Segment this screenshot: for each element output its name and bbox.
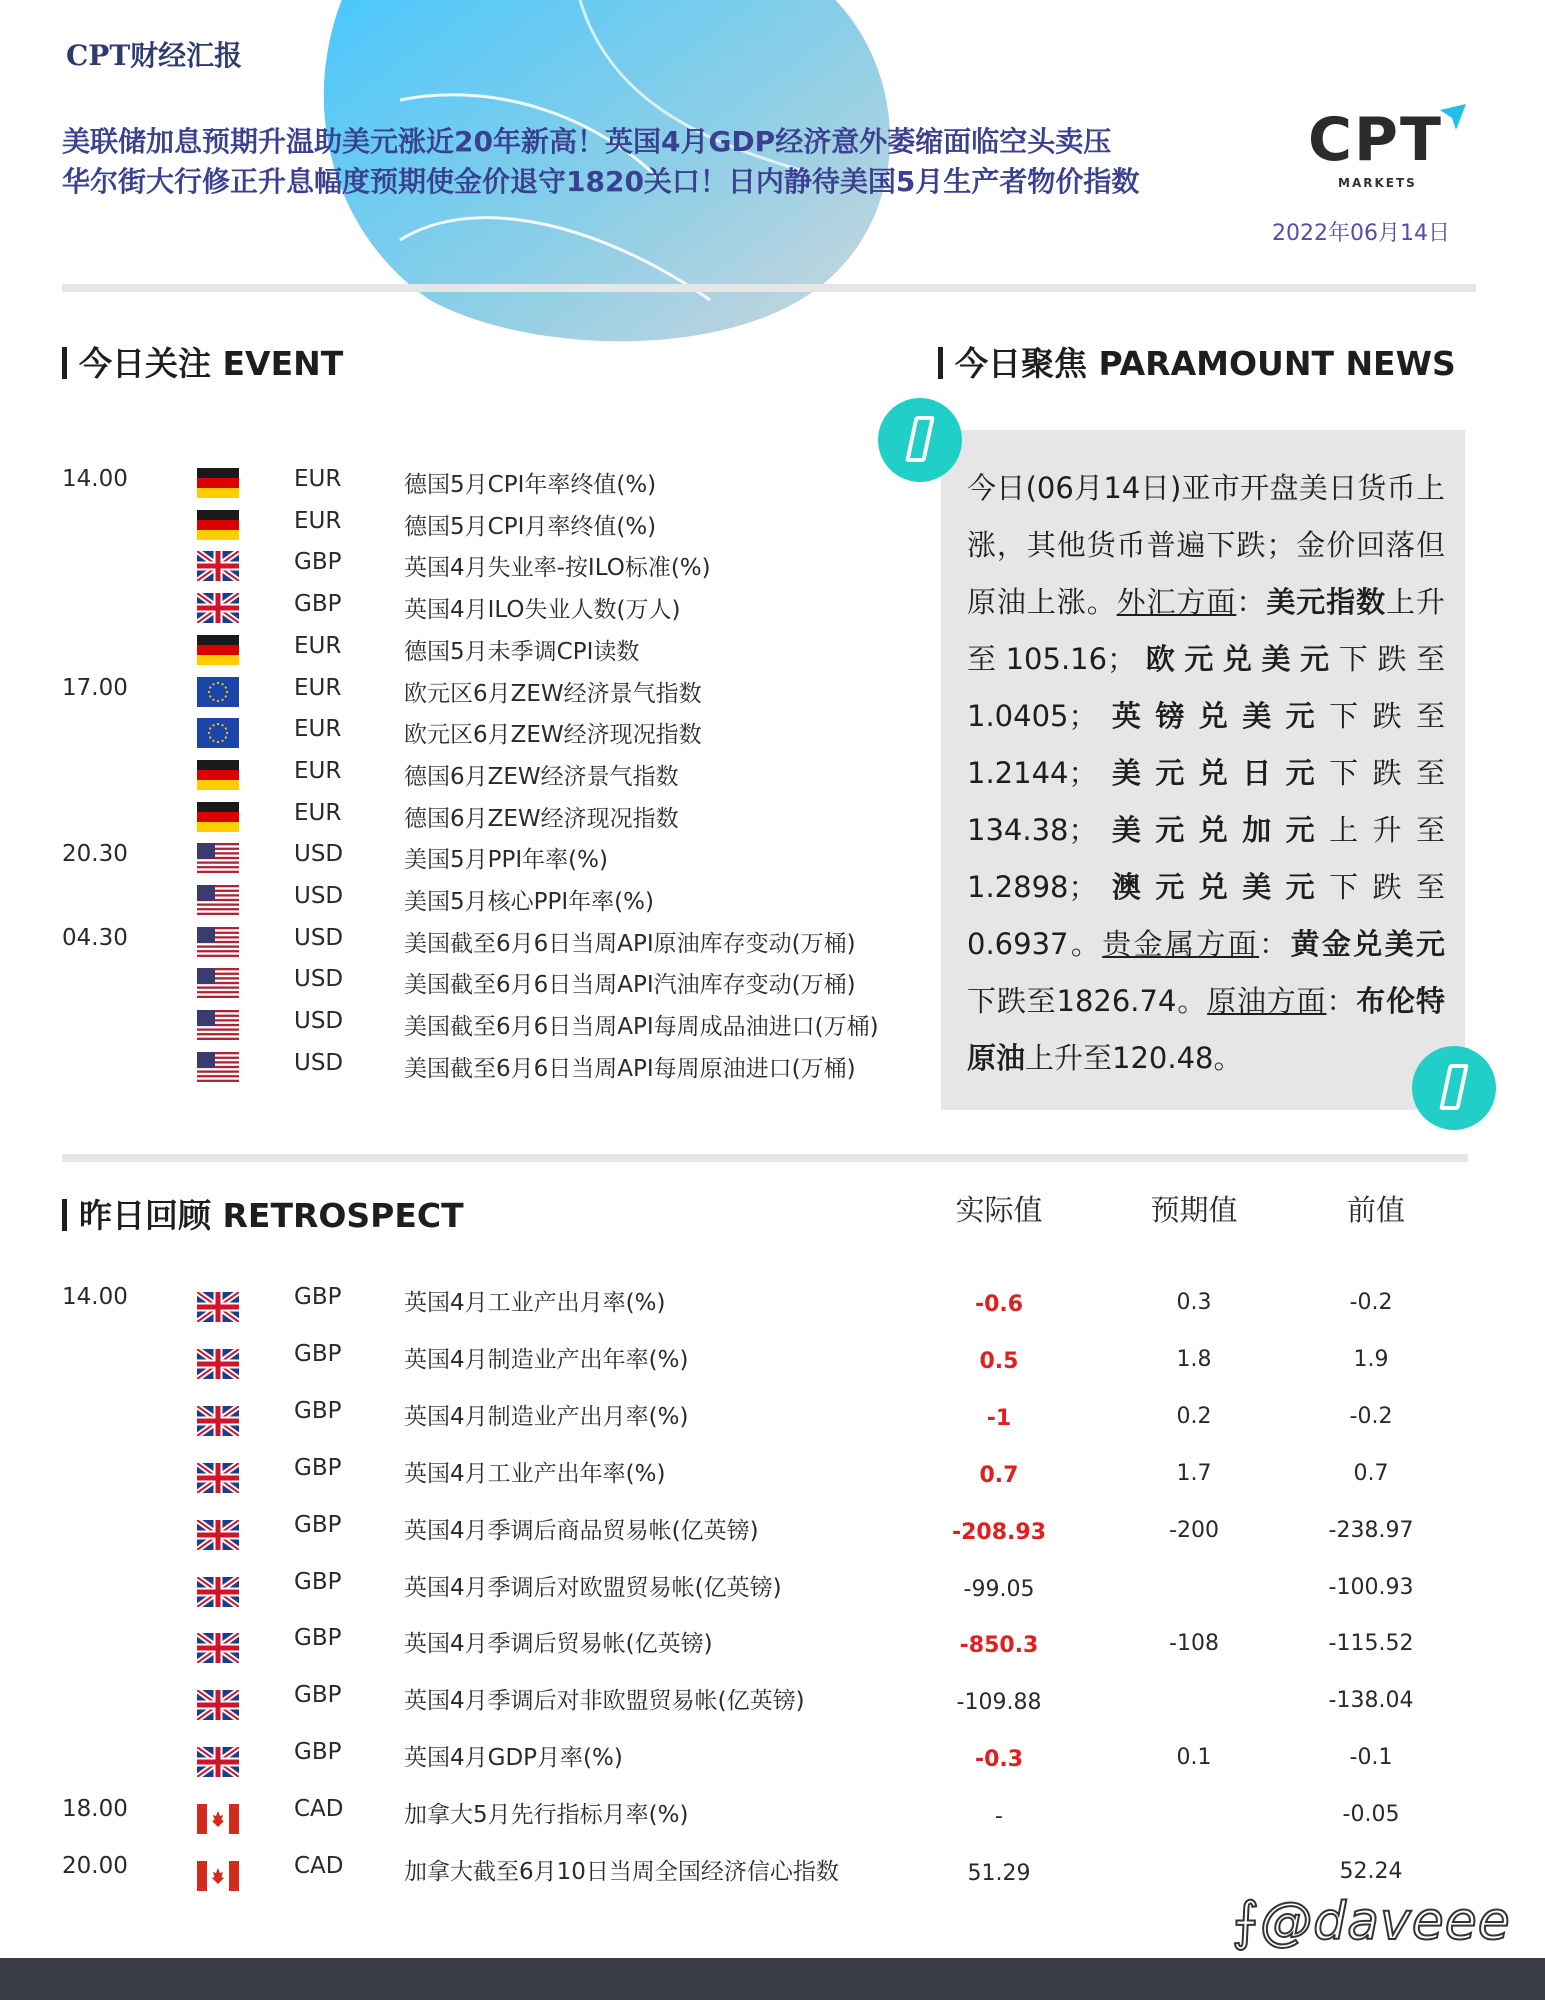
previous-value: -0.05 [1342,1802,1400,1828]
event-row [0,883,920,923]
retro-title-text: 昨日回顾 RETROSPECT [79,1196,464,1235]
news-section-title [938,338,1456,385]
retro-currency: GBP [294,1682,342,1709]
event-row [0,800,920,840]
logo-sub: MARKETS [1338,176,1417,190]
actual-value: 0.7 [979,1462,1019,1488]
news-instrument: 美元兑加元 [1097,813,1330,847]
event-row [0,758,920,798]
watermark: ⨍@daveee [1232,1892,1511,1952]
retro-row [0,1340,1389,1381]
actual-value: -99.05 [963,1576,1035,1602]
news-text-segment: 下跌至0.6937。 [967,870,1445,961]
event-row [0,1050,920,1090]
uk-flag-icon [197,1406,239,1436]
event-currency: GBP [294,591,342,618]
divider-middle [62,1154,1468,1162]
event-name: 美国截至6月6日当周API每周成品油进口(万桶) [404,1014,879,1041]
news-instrument: 美元指数 [1266,585,1387,619]
us-flag-icon [197,1010,239,1040]
germany-flag-icon [197,635,239,665]
event-currency: EUR [294,466,342,492]
news-text-segment: 下跌至134.38； [967,756,1445,847]
news-title-text: 今日聚焦 PARAMOUNT NEWS [955,344,1456,383]
event-row [0,675,920,715]
event-currency: USD [294,841,344,868]
actual-value: -0.3 [974,1747,1024,1773]
us-flag-icon [197,1052,239,1082]
headline [62,122,1139,202]
previous-value: 0.7 [1353,1460,1389,1486]
retro-time: 18.00 [62,1796,128,1823]
retro-name: 英国4月季调后商品贸易帐(亿英镑) [404,1517,759,1544]
event-row [0,925,920,965]
retro-row [0,1853,1403,1893]
retro-row [0,1796,1400,1836]
event-currency: EUR [294,799,342,826]
headline-line-1: 美联储加息预期升温助美元涨近20年新高！英国4月GDP经济意外萎缩面临空头卖压 [62,125,1112,158]
uk-flag-icon [197,593,239,623]
us-flag-icon [197,968,239,998]
logo-arrow-icon [1436,102,1468,134]
event-name: 英国4月失业率-按ILO标准(%) [404,555,711,582]
retro-currency: GBP [294,1284,342,1310]
retro-currency: GBP [294,1625,342,1652]
canada-flag-icon [197,1804,239,1834]
event-name: 英国4月ILO失业人数(万人) [404,597,681,624]
event-name: 美国5月核心PPI年率(%) [404,889,654,915]
forecast-value: 1.8 [1176,1346,1212,1372]
event-currency: EUR [294,757,342,784]
retro-time: 14.00 [62,1284,128,1310]
retro-name: 英国4月制造业产出月率(%) [404,1403,689,1430]
event-name: 德国5月未季调CPI读数 [404,638,640,665]
previous-value: -115.52 [1328,1631,1414,1657]
event-row [0,508,920,548]
actual-value: 0.5 [979,1348,1019,1374]
news-text-segment: 上升至105.16； [967,585,1445,676]
header-forecast: 预期值 [1150,1193,1238,1227]
cpt-markets-logo [1308,105,1468,194]
retro-row [0,1739,1393,1779]
event-time: 04.30 [62,924,128,951]
event-currency: USD [294,1049,344,1076]
event-row [0,549,920,589]
event-currency: GBP [294,549,342,576]
germany-flag-icon [197,760,239,790]
event-currency: EUR [294,632,342,659]
retro-name: 英国4月GDP月率(%) [404,1745,623,1772]
retro-currency: GBP [294,1454,342,1481]
news-text-segment: ： [1326,984,1357,1018]
canada-flag-icon [197,1861,239,1891]
event-name: 德国5月CPI月率终值(%) [404,513,657,540]
actual-value: -0.6 [974,1292,1024,1317]
retro-row [0,1682,1414,1722]
event-row [0,716,920,756]
news-instrument: 布伦特原油 [967,984,1445,1075]
retro-currency: GBP [294,1739,342,1766]
retro-currency: GBP [294,1397,342,1424]
logo-name: CPT [1308,105,1443,175]
us-flag-icon [197,885,239,915]
retro-section-title [62,1190,464,1237]
retro-currency: CAD [294,1853,344,1879]
divider-top [62,284,1476,292]
event-row [0,466,920,506]
event-time: 20.30 [62,841,128,868]
event-row [0,591,920,631]
headline-line-2: 华尔街大行修正升息幅度预期使金价退守1820关口！日内静待美国5月生产者物价指数 [62,165,1140,198]
forecast-value: 1.7 [1176,1460,1212,1486]
news-text-segment: 下跌至1.0405； [967,642,1445,733]
eu-flag-icon [197,718,239,748]
uk-flag-icon [197,1292,239,1322]
news-text-segment: ： [1236,585,1267,619]
event-currency: USD [294,966,344,993]
news-text-segment: 上升至1.2898； [967,813,1445,904]
uk-flag-icon [197,1577,239,1607]
event-row [0,841,920,881]
retro-row [0,1454,1389,1495]
event-name: 欧元区6月ZEW经济景气指数 [404,680,702,707]
forecast-value: -108 [1169,1631,1219,1657]
news-section-link: 外汇方面 [1116,585,1237,619]
quote-open-icon [878,398,962,482]
event-section-title [62,338,343,385]
event-currency: USD [294,1008,344,1035]
retro-name: 加拿大截至6月10日当周全国经济信心指数 [404,1859,839,1885]
eu-flag-icon [197,677,239,707]
retro-name: 加拿大5月先行指标月率(%) [404,1802,689,1829]
germany-flag-icon [197,468,239,498]
event-name: 美国5月PPI年率(%) [404,847,608,874]
retro-name: 英国4月工业产出年率(%) [404,1460,666,1487]
actual-value: -208.93 [951,1519,1047,1545]
header-previous: 前值 [1346,1193,1405,1227]
event-currency: EUR [294,507,342,534]
retro-row [0,1397,1393,1438]
event-currency: EUR [294,716,342,743]
event-name: 欧元区6月ZEW经济现况指数 [404,722,702,749]
retro-currency: CAD [294,1796,344,1823]
news-text-segment: 上升至120.48。 [1025,1041,1243,1075]
previous-value: -238.97 [1328,1517,1414,1543]
actual-value: -1 [986,1405,1012,1431]
retro-currency: GBP [294,1568,342,1595]
previous-value: -138.04 [1328,1688,1414,1714]
news-instrument: 欧元兑美元 [1136,642,1339,676]
event-name: 美国截至6月6日当周API汽油库存变动(万桶) [404,972,856,999]
uk-flag-icon [197,1747,239,1777]
news-instrument: 黄金兑美元 [1290,927,1445,961]
footer-bar [0,1958,1545,2000]
event-name: 美国截至6月6日当周API每周原油进口(万桶) [404,1055,856,1082]
retro-name: 英国4月工业产出月率(%) [404,1290,666,1316]
event-name: 德国5月CPI年率终值(%) [404,472,657,498]
previous-value: -0.2 [1349,1290,1393,1315]
actual-value: -850.3 [959,1633,1039,1659]
previous-value: -0.1 [1349,1745,1393,1771]
event-name: 美国截至6月6日当周API原油库存变动(万桶) [404,930,856,957]
forecast-value: 0.2 [1176,1403,1212,1429]
news-section-link: 贵金属方面 [1102,927,1260,961]
event-row [0,1008,920,1048]
previous-value: -100.93 [1328,1574,1414,1600]
retro-name: 英国4月季调后对非欧盟贸易帐(亿英镑) [404,1688,805,1715]
actual-value: -109.88 [956,1690,1042,1716]
header-actual: 实际值 [955,1193,1043,1227]
news-text-segment: 今日(06月14日)亚市开盘美日货币上涨，其他货币普遍下跌；金价回落但原油上涨。 [967,471,1445,619]
retro-row [0,1625,1414,1665]
news-body [967,460,1445,1087]
previous-value: -0.2 [1349,1403,1393,1429]
event-name: 德国6月ZEW经济现况指数 [404,805,679,832]
news-text-segment: 下跌至1.2144； [967,699,1445,790]
report-date: 2022年06月14日 [1272,221,1450,246]
retro-time: 20.00 [62,1853,128,1879]
event-time: 14.00 [62,466,128,492]
forecast-value: 0.3 [1176,1290,1212,1315]
uk-flag-icon [197,1633,239,1663]
retro-name: 英国4月季调后贸易帐(亿英镑) [404,1631,713,1658]
event-name: 德国6月ZEW经济景气指数 [404,763,679,790]
retro-row [0,1568,1414,1609]
uk-flag-icon [197,1463,239,1493]
previous-value: 1.9 [1353,1346,1389,1372]
news-text-segment: 下跌至1826.74。 [967,984,1208,1018]
uk-flag-icon [197,1520,239,1550]
previous-value: 52.24 [1339,1859,1403,1884]
uk-flag-icon [197,1349,239,1379]
germany-flag-icon [197,510,239,540]
actual-value: - [995,1804,1003,1830]
event-currency: USD [294,883,344,909]
us-flag-icon [197,927,239,957]
germany-flag-icon [197,802,239,832]
event-row [0,633,920,673]
news-text-segment: ： [1259,927,1291,961]
quote-close-icon [1412,1046,1496,1130]
news-instrument: 英镑兑美元 [1097,699,1330,733]
actual-value: 51.29 [967,1861,1031,1886]
news-instrument: 澳元兑美元 [1097,870,1330,904]
retro-row [0,1511,1414,1552]
event-title-text: 今日关注 EVENT [79,344,344,383]
forecast-value: 0.1 [1176,1745,1212,1771]
us-flag-icon [197,843,239,873]
event-time: 17.00 [62,674,128,701]
news-instrument: 美元兑日元 [1097,756,1330,790]
forecast-value: -200 [1169,1517,1219,1543]
retro-row [0,1284,1393,1324]
event-currency: USD [294,924,344,951]
retro-name: 英国4月季调后对欧盟贸易帐(亿英镑) [404,1574,782,1601]
retro-name: 英国4月制造业产出年率(%) [404,1346,689,1373]
event-row [0,966,920,1006]
uk-flag-icon [197,1690,239,1720]
brand-title: CPT财经汇报 [66,39,243,72]
event-currency: EUR [294,674,342,701]
news-section-link: 原油方面 [1207,984,1327,1018]
retro-currency: GBP [294,1511,342,1538]
uk-flag-icon [197,551,239,581]
retro-currency: GBP [294,1340,342,1367]
